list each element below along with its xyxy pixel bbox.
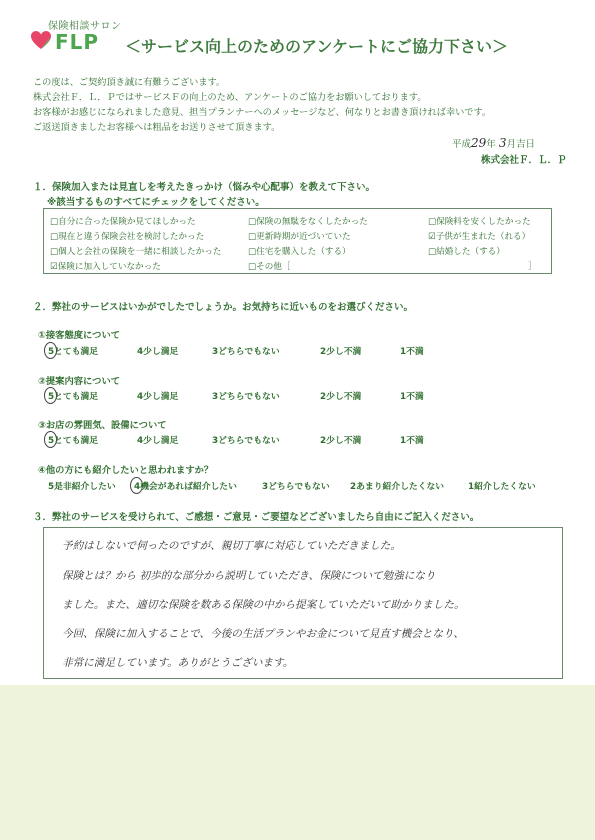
heart-logo-icon: [30, 30, 52, 50]
page-title: ＜サービス向上のためのアンケートにご協力下さい＞: [125, 37, 509, 56]
q1-option[interactable]: □現在と違う保険会社を検討したかった: [50, 232, 205, 242]
q1-option[interactable]: □住宅を購入した（する）: [248, 247, 351, 257]
refer-option[interactable]: 4機会があれば紹介したい: [134, 482, 237, 492]
rating-option[interactable]: 1不満: [400, 392, 424, 402]
q1-option[interactable]: □更新時期が近づいていた: [248, 232, 351, 242]
rating-option[interactable]: 5とても満足: [48, 347, 99, 357]
rating-option[interactable]: 2少し不満: [320, 436, 362, 446]
q1-option[interactable]: □個人と会社の保険を一緒に相談したかった: [50, 247, 222, 257]
rating-option[interactable]: 4少し満足: [137, 347, 179, 357]
company-name: 株式会社Ｆ．Ｌ．Ｐ: [481, 155, 567, 166]
q2-title: ２．弊社のサービスはいかがでしたでしょうか。お気持ちに近いものをお選びください。: [33, 302, 414, 313]
q1-option-checked[interactable]: ☑保険に加入していなかった: [50, 262, 161, 272]
q1-option[interactable]: □結婚した（する）: [428, 247, 505, 257]
intro-line-4: ご返送頂きましたお客様へは粗品をお送りさせて頂きます。: [33, 122, 281, 133]
rating-option[interactable]: 1不満: [400, 347, 424, 357]
q2-refer-label: ④他の方にも紹介したいと思われますか？: [38, 465, 214, 476]
rating-option[interactable]: 3どちらでもない: [212, 392, 280, 402]
q1-option[interactable]: □保険料を安くしたかった: [428, 217, 531, 227]
rating-option[interactable]: 3どちらでもない: [212, 436, 280, 446]
answer-line: 予約はしないで伺ったのですが、親切丁寧に対応していただきました。: [62, 540, 401, 552]
date-year: 29: [471, 136, 487, 150]
refer-option[interactable]: 5是非紹介したい: [48, 482, 116, 492]
answer-line: 今回、保険に加入することで、今後の生活プランやお金について見直す機会となり、: [62, 628, 465, 640]
q1-option[interactable]: □保険の無駄をなくしたかった: [248, 217, 368, 227]
rating-option[interactable]: 5とても満足: [48, 436, 99, 446]
answer-line: 保険とは？から 初歩的な部分から説明していただき、保険について勉強になり: [62, 570, 436, 582]
rating-option[interactable]: 3どちらでもない: [212, 347, 280, 357]
rating-option[interactable]: 4少し満足: [137, 392, 179, 402]
rating-option[interactable]: 4少し満足: [137, 436, 179, 446]
date-month-suffix: 月吉日: [506, 139, 535, 150]
q1-option-other[interactable]: □その他［: [248, 262, 291, 272]
q2-group-label: ②提案内容について: [38, 376, 121, 387]
logo-subtitle: 保険相談サロン: [48, 21, 122, 32]
q1-option-other-close: ］: [528, 262, 537, 272]
date-month: 3: [498, 136, 507, 150]
date: [452, 136, 535, 150]
intro-line-2: 株式会社Ｆ．Ｌ．ＰではサービスＦの向上のため、アンケートのご協力をお願いしております。: [33, 92, 427, 103]
date-era: 平成: [452, 139, 472, 150]
rating-option[interactable]: 1不満: [400, 436, 424, 446]
q2-group-label: ③お店の雰囲気、設備について: [38, 420, 167, 431]
refer-option[interactable]: 1紹介したくない: [468, 482, 536, 492]
refer-option[interactable]: 3どちらでもない: [262, 482, 330, 492]
q1-option-checked[interactable]: ☑子供が生まれた（れる）: [428, 232, 531, 242]
answer-line: ました。また、適切な保険を数ある保険の中から提案していただいて助かりました。: [62, 599, 465, 611]
q1-note: ※該当するものすべてにチェックをしてください。: [47, 197, 265, 208]
intro-line-3: お客様がお感じになられました意見、担当プランナーへのメッセージなど、何なりとお書き頂ければ幸いです。: [33, 107, 492, 118]
q2-group-label: ①接客態度について: [38, 330, 121, 341]
rating-option[interactable]: 2少し不満: [320, 392, 362, 402]
intro-line-1: この度は、ご契約頂き誠に有難うございます。: [33, 77, 226, 88]
q1-option[interactable]: □自分に合った保険か見てほしかった: [50, 217, 196, 227]
rating-option[interactable]: 2少し不満: [320, 347, 362, 357]
refer-option[interactable]: 2あまり紹介したくない: [350, 482, 445, 492]
date-year-suffix: 年: [486, 139, 496, 150]
q1-title: １．保険加入または見直しを考えたきっかけ（悩みや心配事）を教えて下さい。: [33, 182, 376, 193]
rating-option[interactable]: 5とても満足: [48, 392, 99, 402]
footer-background: [0, 685, 595, 840]
q3-title: ３．弊社のサービスを受けられて、ご感想・ご意見・ご要望などございましたら自由にご記入ください。: [33, 512, 480, 523]
logo-name: FLP: [55, 30, 100, 54]
answer-line: 非常に満足しています。ありがとうございます。: [62, 657, 294, 669]
